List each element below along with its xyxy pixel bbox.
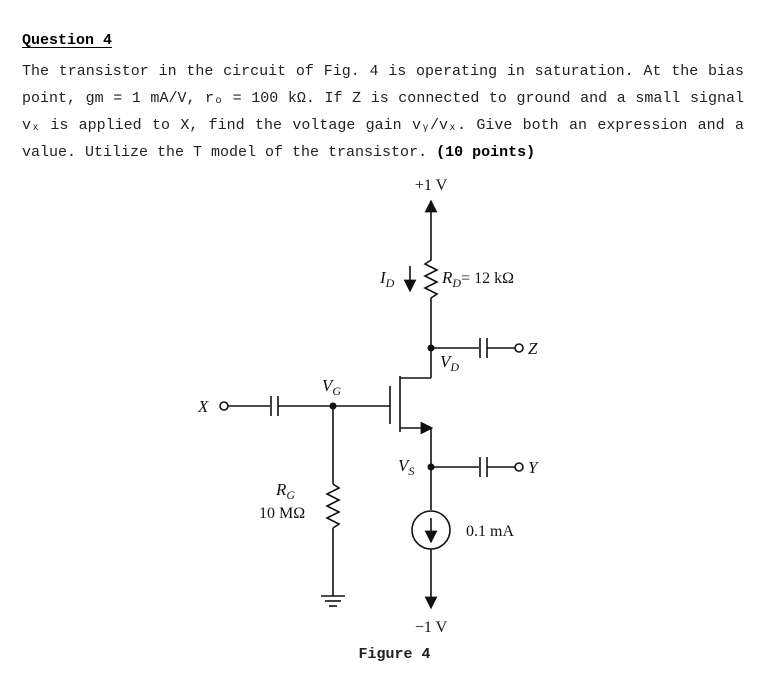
vd-label-sub: D: [450, 360, 460, 374]
source-node: [428, 464, 435, 471]
figure-caption: Figure 4: [358, 646, 431, 663]
current-source-value: 0.1 mA: [466, 523, 514, 540]
z-terminal: [515, 344, 523, 352]
rg-label-main: R: [276, 480, 287, 499]
rd-label: [441, 268, 514, 290]
rg-label: [275, 480, 295, 502]
rd-value: = 12 kΩ: [461, 270, 514, 287]
vg-label-sub: G: [332, 384, 342, 398]
question-heading: Question 4: [22, 32, 113, 49]
gate-node: [330, 403, 337, 410]
x-terminal: [220, 402, 228, 410]
y-terminal: [515, 463, 523, 471]
vs-label-sub: S: [408, 464, 415, 478]
id-label-main: I: [380, 268, 386, 287]
rd-label-sub: D: [452, 276, 462, 290]
id-label: [379, 268, 395, 290]
vd-label: [440, 352, 459, 374]
vg-label: [322, 376, 341, 398]
vss-label: −1 V: [414, 619, 448, 636]
rg-resistor: [327, 484, 339, 528]
id-label-sub: D: [385, 276, 395, 290]
vs-label-main: V: [398, 456, 409, 475]
vs-label: [398, 456, 414, 478]
vdd-label: +1 V: [414, 177, 448, 194]
z-label: Z: [528, 339, 538, 358]
question-points: (10 points): [436, 144, 536, 161]
question-statement: The transistor in the circuit of Fig. 4 is operating in saturation. At the bias point, gm = 1 mA/V, rₒ = 100 kΩ. If Z is connected to ground and a small signal vₓ is applied to X, find the voltage gain vᵧ/vₓ. Give both an expression and a value. Utilize the T model of the transistor.: [22, 63, 744, 161]
rd-resistor: [425, 252, 437, 310]
vg-label-main: V: [322, 376, 333, 395]
x-label: X: [198, 397, 209, 416]
rd-label-main: R: [442, 268, 453, 287]
rg-value: 10 MΩ: [259, 505, 306, 522]
rg-label-sub: G: [286, 488, 296, 502]
y-label: Y: [528, 458, 538, 477]
drain-node: [428, 345, 435, 352]
vd-label-main: V: [440, 352, 451, 371]
